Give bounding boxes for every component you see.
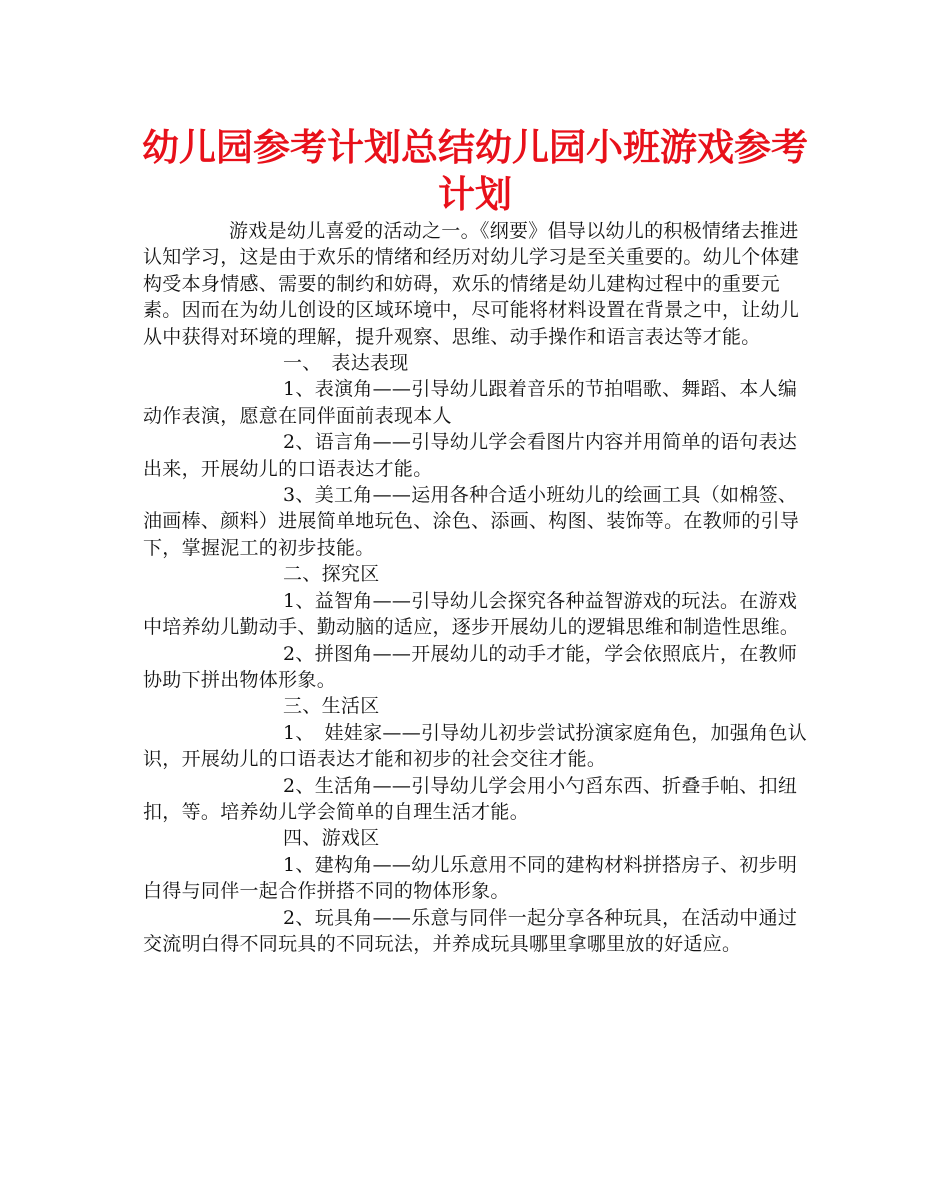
section-heading-life: 三、生活区 <box>283 695 380 718</box>
item-doll-house: 1、 娃娃家——引导幼儿初步尝试扮演家庭角色，加强角色认识，开展幼儿的口语表达才能和初步的社会交往才能。 <box>143 721 807 771</box>
section-heading-exploration: 二、探究区 <box>283 563 380 586</box>
item-performance-corner: 1、表演角——引导幼儿跟着音乐的节拍唱歌、舞蹈、本人编动作表演，愿意在同伴面前表现本人 <box>143 378 798 427</box>
section-heading-games: 四、游戏区 <box>283 827 380 850</box>
item-puzzle-games-corner: 1、益智角——引导幼儿会探究各种益智游戏的玩法。在游戏中培养幼儿勤动手、勤动脑的适应，逐步开展幼儿的逻辑思维和制造性思维。 <box>143 589 800 639</box>
document-body <box>143 218 815 957</box>
item-toy-corner: 2、玩具角——乐意与同伴一起分享各种玩具，在活动中通过交流明白得不同玩具的不同玩法，并养成玩具哪里拿哪里放的好适应。 <box>143 906 798 955</box>
item-life-corner: 2、生活角——引导幼儿学会用小勺舀东西、折叠手帕、扣纽扣，等。培养幼儿学会简单的自理生活才能。 <box>143 774 798 823</box>
intro-paragraph: 游戏是幼儿喜爱的活动之一。《纲要》倡导以幼儿的积极情绪去推进认知学习，这是由于欢乐的情绪和经历对幼儿学习是至关重要的。幼儿个体建构受本身情感、需要的制约和妨碍，欢乐的情绪是幼儿建构过程中的重要元素。因而在为幼儿创设的区域环境中，尽可能将材料设置在背景之中，让幼儿从中获得对环境的理解，提升观察、思维、动手操作和语言表达等才能。 <box>143 220 800 348</box>
item-jigsaw-corner: 2、拼图角——开展幼儿的动手才能，学会依照底片，在教师协助下拼出物体形象。 <box>143 642 798 691</box>
document-title: 幼儿园参考计划总结幼儿园小班游戏参考计划 <box>142 126 808 216</box>
section-heading-expression: 一、 表达表现 <box>283 352 409 375</box>
item-language-corner: 2、语言角——引导幼儿学会看图片内容并用简单的语句表达出来，开展幼儿的口语表达才能。 <box>143 431 798 480</box>
item-art-corner: 3、美工角——运用各种合适小班幼儿的绘画工具（如棉签、油画棒、颜料）进展简单地玩色、涂色、添画、构图、装饰等。在教师的引导下，掌握泥工的初步技能。 <box>143 484 800 559</box>
item-construction-corner: 1、建构角——幼儿乐意用不同的建构材料拼搭房子、初步明白得与同伴一起合作拼搭不同的物体形象。 <box>143 853 798 903</box>
